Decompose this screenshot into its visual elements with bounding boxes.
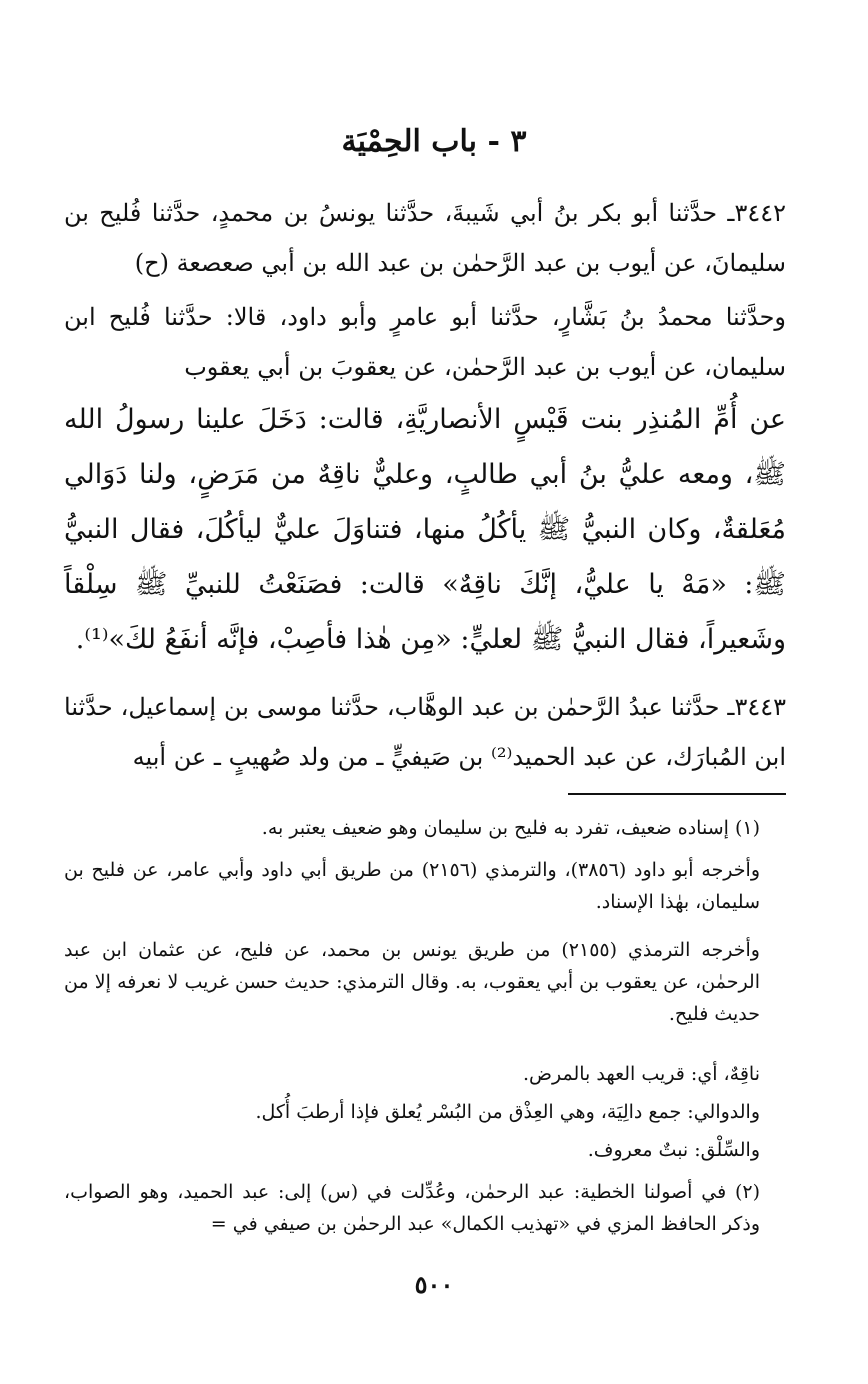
footnote-divider	[568, 793, 786, 795]
chapter-title: ٣ - باب الحِمْيَة	[341, 124, 527, 159]
hadith-3442-text: عن أُمِّ المُنذِر بنت قَيْسٍ الأنصاريَّةِ، قالت: دَخَلَ علينا رسولُ الله ﷺ، ومعه عليُّ بنُ أبي طالبٍ، وعليٌّ ناقِهٌ من مَرَضٍ، ولنا دَوَالي مُعَلقةٌ، وكان النبيُّ ﷺ يأكُلُ منها، فتناوَلَ عليٌّ ليأكُلَ، فقال النبيُّ ﷺ: «مَهْ يا عليُّ، إنَّكَ ناقِهٌ» قالت: فصَنَعْتُ للنبيِّ ﷺ سِلْقاً وشَعيراً، فقال النبيُّ ﷺ لعليٍّ: «مِن هٰذا فأصِبْ، فإنَّه أنفَعُ لكَ»⁽¹⁾.	[64, 404, 786, 655]
footnote-1-takhrij-1: وأخرجه أبو داود (٣٨٥٦)، والترمذي (٢١٥٦) من طريق أبي داود وأبي عامر، عن فليح بن سليمان، بهٰذا الإسناد.	[64, 859, 760, 913]
page-number: ٥٠٠	[414, 1270, 454, 1299]
footnote-1-gloss-dawali: والدوالي: جمع دالِيَة، وهي العِذْق من البُسْر يُعلق فإذا أرطبَ أُكل.	[255, 1101, 760, 1123]
footnote-1-gloss-naqih: ناقِهٌ، أي: قريب العهد بالمرض.	[522, 1063, 760, 1085]
footnote-2: (٢) في أصولنا الخطية: عبد الرحمٰن، وعُدِّلت في (س) إلى: عبد الحميد، وهو الصواب، وذكر الحافظ المزي في «تهذيب الكمال» عبد الرحمٰن بن صيفي في =	[64, 1181, 760, 1235]
footnote-1-gloss-silq: والسِّلْق: نبتٌ معروف.	[587, 1139, 760, 1161]
footnote-1: (١) إسناده ضعيف، تفرد به فليح بن سليمان وهو ضعيف يعتبر به.	[261, 817, 760, 839]
footnote-1-takhrij-2: وأخرجه الترمذي (٢١٥٥) من طريق يونس بن محمد، عن فليح، عن عثمان ابن عبد الرحمٰن، عن يعقوب بن أبي يعقوب، به. وقال الترمذي: حديث حسن غريب لا نعرفه إلا من حديث فليح.	[64, 939, 760, 1025]
hadith-3442-isnad-1: ٣٤٤٢ـ حدَّثنا أبو بكر بنُ أبي شَيبةَ، حدَّثنا يونسُ بن محمدٍ، حدَّثنا فُليح بن سليمانَ، عن أيوب بن عبد الرَّحمٰن بن عبد الله بن أبي صعصعة (ح)	[64, 199, 786, 277]
hadith-3442-isnad-2: وحدَّثنا محمدُ بنُ بَشَّارٍ، حدَّثنا أبو عامرٍ وأبو داود، قالا: حدَّثنا فُليح ابن سليمان، عن أيوب بن عبد الرَّحمٰن، عن يعقوبَ بن أبي يعقوب	[64, 303, 786, 381]
hadith-3443-isnad: ٣٤٤٣ـ حدَّثنا عبدُ الرَّحمٰن بن عبد الوهَّاب، حدَّثنا موسى بن إسماعيل، حدَّثنا ابن المُبارَك، عن عبد الحميد⁽²⁾ بن صَيفيٍّ ـ من ولد صُهيبٍ ـ عن أبيه	[64, 693, 786, 771]
